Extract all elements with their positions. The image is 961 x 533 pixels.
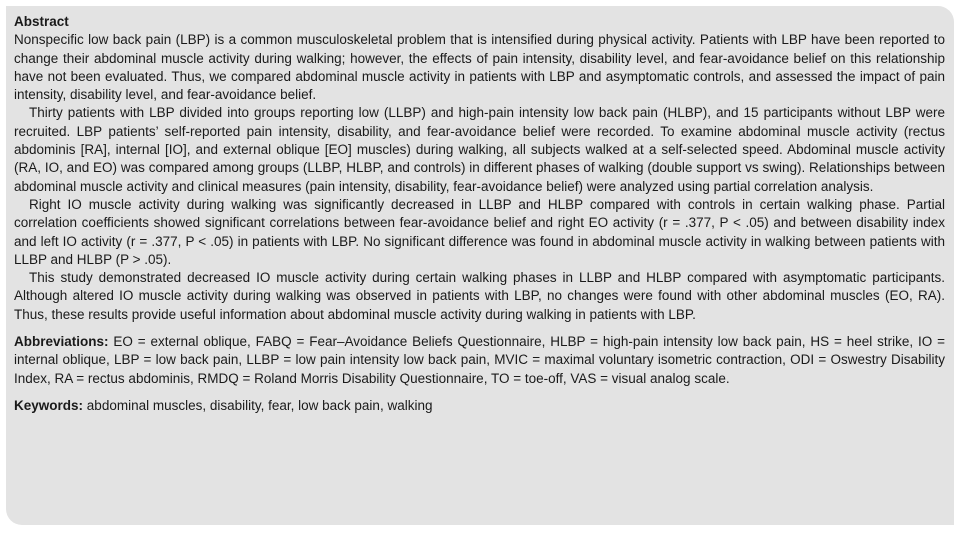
keywords-section: [14, 397, 945, 415]
abstract-paragraph-background: Nonspecific low back pain (LBP) is a common musculoskeletal problem that is intensified during physical activity. Patients with LBP have been reported to change their abdominal muscle activity during walking; however, the effects of pain intensity, disability level, and fear-avoidance belief on this relationship have not been evaluated. Thus, we compared abdominal muscle activity in patients with LBP and asymptomatic controls, and assessed the impact of pain intensity, disability level, and fear-avoidance belief.: [14, 32, 945, 103]
keywords-text: abdominal muscles, disability, fear, low back pain, walking: [86, 397, 433, 413]
abstract-box: [6, 6, 954, 525]
abbreviations-label: Abbreviations:: [14, 334, 109, 350]
keywords-label: Keywords:: [14, 397, 84, 413]
abbreviations-section: [14, 333, 945, 388]
abstract-paragraph-conclusion: This study demonstrated decreased IO muscle activity during certain walking phases in LLBP and HLBP compared with asymptomatic participants. Although altered IO muscle activity during walking was observed in patients with LBP, no changes were found with other abdominal muscles (EO, RA). Thus, these results provide useful information about abdominal muscle activity during walking in patients with LBP.: [14, 270, 945, 322]
abbreviations-text: EO = external oblique, FABQ = Fear–Avoidance Beliefs Questionnaire, HLBP = high-pain intensity low back pain, HS = heel strike, IO = internal oblique, LBP = low back pain, LLBP = low pain intensity low back pain, MVIC = maximal voluntary isometric contraction, ODI = Oswestry Disability Index, RA = rectus abdominis, RMDQ = Roland Morris Disability Questionnaire, TO = toe-off, VAS = visual analog scale.: [14, 334, 945, 386]
abstract-paragraph-results: Right IO muscle activity during walking was significantly decreased in LLBP and HLBP compared with controls in certain walking phase. Partial correlation coefficients showed significant correlations between fear-avoidance belief and right EO activity (r = .377, P < .05) and between disability index and left IO activity (r = .377, P < .05) in patients with LBP. No significant difference was found in abdominal muscle activity in walking between patients with LLBP and HLBP (P > .05).: [14, 196, 945, 267]
abstract-paragraph-methods: Thirty patients with LBP divided into groups reporting low (LLBP) and high-pain intensity low back pain (HLBP), and 15 participants without LBP were recruited. LBP patients’ self-reported pain intensity, disability, and fear-avoidance belief were recorded. To examine abdominal muscle activity (rectus abdominis [RA], internal [IO], and external oblique [EO] muscles) during walking, all subjects walked at a self-selected speed. Abdominal muscle activity (RA, IO, and EO) was compared among groups (LLBP, HLBP, and controls) in different phases of walking (double support vs swing). Relationships between abdominal muscle activity and clinical measures (pain intensity, disability, fear-avoidance belief) were analyzed using partial correlation analysis.: [14, 105, 945, 194]
abstract-heading: Abstract: [14, 14, 69, 29]
